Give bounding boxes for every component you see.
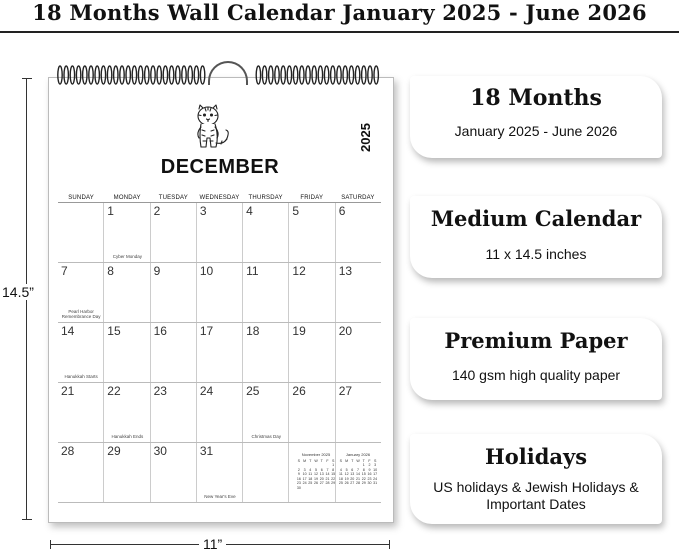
day-cell (335, 383, 381, 442)
day-cell (242, 443, 288, 502)
mini-day: 27 (350, 481, 355, 485)
mini-day: 11 (338, 472, 343, 476)
month-title: DECEMBER (160, 156, 280, 178)
day-cell (150, 203, 196, 262)
feature-panel-months (410, 76, 662, 158)
mini-calendar-row (338, 481, 378, 486)
mini-day: 8 (362, 467, 365, 472)
week-row (58, 263, 381, 323)
day-number: 31 (199, 444, 214, 458)
headline: 18 Months Wall Calendar January 2025 - June 2026 (32, 0, 647, 25)
mini-weekday: M (303, 458, 307, 463)
day-cell (242, 383, 288, 442)
mini-day: 24 (302, 481, 307, 485)
day-number: 15 (107, 324, 121, 338)
feature-title: 18 Months (470, 85, 602, 111)
day-number: 9 (153, 264, 161, 278)
mini-day: 30 (296, 485, 301, 490)
weekday-label: TUESDAY (158, 195, 188, 201)
mini-day: 17 (373, 472, 378, 476)
feature-panel-paper (410, 318, 662, 400)
mini-day: 13 (350, 472, 355, 476)
mini-day: 5 (345, 467, 348, 472)
mini-day: 7 (357, 467, 360, 472)
feature-subtitle: 140 gsm high quality paper (451, 367, 621, 383)
weekday-label: SATURDAY (341, 195, 375, 201)
feature-panel-holidays (410, 434, 662, 524)
week-row (58, 383, 381, 443)
day-number: 1 (107, 204, 114, 218)
feature-panel-size (410, 196, 662, 278)
mini-day: 21 (356, 476, 361, 481)
mini-weekday: W (314, 458, 318, 463)
mini-calendar-next (338, 453, 378, 486)
mini-day: 23 (296, 481, 301, 485)
holiday-label: Pearl Harbor Remembrance Day (61, 309, 101, 319)
tiger-icon (188, 103, 234, 153)
day-number: 24 (199, 384, 214, 398)
day-number: 22 (107, 384, 121, 398)
mini-day: 1 (362, 463, 365, 467)
day-number: 25 (246, 384, 260, 398)
mini-day: 22 (361, 476, 366, 481)
mini-day: 29 (331, 481, 336, 485)
mini-calendar-row (296, 486, 336, 491)
mini-day: 13 (319, 472, 324, 476)
mini-day: 24 (373, 476, 378, 481)
day-number: 20 (338, 324, 353, 338)
day-number: 2 (153, 204, 161, 218)
mini-weekday: S (297, 458, 301, 463)
mini-day: 19 (344, 476, 349, 481)
feature-subtitle: US holidays & Jewish Holidays & Important Dates (433, 479, 639, 512)
mini-day: 20 (319, 476, 324, 481)
mini-day: 2 (297, 467, 300, 472)
mini-day: 9 (368, 467, 371, 472)
week-row (58, 323, 381, 383)
mini-day: 28 (356, 481, 361, 485)
mini-calendar-prev (296, 453, 336, 490)
weekday-label: THURSDAY (248, 195, 283, 201)
mini-day: 22 (331, 476, 336, 481)
day-cell (335, 203, 381, 262)
mini-weekday: F (368, 458, 371, 463)
mini-day: 29 (361, 481, 366, 485)
day-cell (196, 383, 242, 442)
mini-day (330, 486, 336, 491)
day-number: 6 (338, 204, 346, 218)
mini-day: 1 (332, 463, 335, 467)
mini-weekday: T (309, 458, 312, 463)
holiday-label: Hanukkah Ends (111, 434, 144, 439)
mini-day: 17 (302, 476, 307, 481)
mini-day: 28 (325, 481, 330, 485)
day-cell (335, 263, 381, 322)
day-cell (103, 263, 149, 322)
day-cell (103, 323, 149, 382)
mini-weekday: T (362, 458, 365, 463)
mini-day: 3 (303, 467, 306, 472)
day-cell (242, 323, 288, 382)
mini-weekday: S (331, 458, 335, 463)
week-row (58, 203, 381, 263)
day-cell (288, 383, 334, 442)
mini-day: 6 (351, 467, 354, 472)
mini-calendar-title: November 2025 (301, 452, 331, 457)
day-cell (150, 263, 196, 322)
day-number: 28 (61, 444, 75, 458)
day-cell (288, 263, 334, 322)
feature-title: Premium Paper (444, 328, 628, 353)
mini-day: 15 (361, 472, 366, 476)
day-cell (103, 203, 149, 262)
day-cell (58, 323, 103, 382)
mini-day: 18 (338, 476, 343, 481)
day-number: 3 (199, 204, 207, 218)
mini-day: 2 (368, 463, 371, 467)
day-cell (150, 323, 196, 382)
day-cell (242, 263, 288, 322)
mini-day: 25 (308, 481, 313, 485)
day-cell (58, 263, 103, 322)
day-number: 30 (153, 444, 167, 458)
weekday-header-row (58, 193, 381, 203)
mini-day: 8 (332, 467, 335, 472)
mini-day: 7 (326, 467, 329, 472)
mini-day: 11 (308, 472, 313, 476)
mini-day: 25 (338, 481, 343, 485)
mini-day: 20 (350, 476, 355, 481)
mini-day: 14 (356, 472, 361, 476)
mini-day: 16 (296, 476, 301, 481)
mini-day: 4 (339, 467, 342, 472)
feature-subtitle: 11 x 14.5 inches (485, 246, 587, 262)
day-cell (150, 383, 196, 442)
mini-day: 9 (297, 472, 300, 476)
mini-day: 21 (325, 476, 330, 481)
day-cell (150, 443, 196, 502)
mini-weekday: W (356, 458, 360, 463)
mini-weekday: F (326, 458, 329, 463)
mini-day: 5 (315, 467, 318, 472)
day-number: 23 (153, 384, 167, 398)
day-cell (196, 263, 242, 322)
mini-day: 4 (309, 467, 312, 472)
day-cell (58, 383, 103, 442)
holiday-label: Cyber Monday (112, 254, 143, 259)
mini-day: 31 (373, 481, 378, 485)
mini-day: 15 (331, 472, 336, 476)
day-number: 14 (61, 324, 75, 338)
day-number: 13 (338, 264, 353, 278)
mini-day: 26 (314, 481, 319, 485)
mini-day: 26 (344, 481, 349, 485)
mini-day: 12 (344, 472, 349, 476)
day-cell (103, 383, 149, 442)
day-number: 11 (246, 264, 259, 278)
mini-day: 10 (302, 472, 307, 476)
mini-weekday: T (320, 458, 323, 463)
mini-weekday: S (373, 458, 377, 463)
mini-weekday: T (351, 458, 354, 463)
holiday-label: Christmas Day (251, 434, 282, 439)
day-number: 27 (338, 384, 353, 398)
mini-weekday: S (339, 458, 343, 463)
day-cell (103, 443, 149, 502)
day-cell (58, 203, 103, 262)
day-number: 18 (246, 324, 260, 338)
mini-day: 14 (325, 472, 330, 476)
day-cell (196, 323, 242, 382)
mini-day: 27 (319, 481, 324, 485)
day-number: 12 (292, 264, 306, 278)
mini-day: 3 (374, 463, 377, 467)
width-dimension-label: 11” (199, 536, 226, 552)
weekday-label: FRIDAY (300, 195, 324, 201)
headline-divider (0, 31, 679, 33)
weekday-label: WEDNESDAY (199, 195, 240, 201)
day-number: 5 (292, 204, 300, 218)
day-number: 29 (107, 444, 121, 458)
day-number: 8 (107, 264, 114, 278)
mini-day: 18 (308, 476, 313, 481)
feature-title: Holidays (484, 444, 588, 469)
day-cell (196, 203, 242, 262)
day-cell (288, 323, 334, 382)
feature-subtitle: January 2025 - June 2026 (454, 123, 618, 139)
height-dimension-label: 14.5” (2, 284, 34, 300)
feature-title: Medium Calendar (430, 206, 642, 231)
day-cell (58, 443, 103, 502)
day-cell (335, 323, 381, 382)
day-number: 10 (199, 264, 214, 278)
mini-calendar-title: January 2026 (345, 452, 371, 457)
day-number: 17 (199, 324, 214, 338)
day-number: 26 (292, 384, 306, 398)
day-cell (242, 203, 288, 262)
mini-day: 6 (320, 467, 323, 472)
day-number: 16 (153, 324, 167, 338)
mini-day: 19 (314, 476, 319, 481)
day-number: 21 (61, 384, 75, 398)
mini-day: 23 (367, 476, 372, 481)
weekday-label: SUNDAY (68, 195, 94, 201)
day-number: 19 (292, 324, 306, 338)
day-cell (196, 443, 242, 502)
day-cell (288, 203, 334, 262)
mini-day: 16 (367, 472, 372, 476)
weekday-label: MONDAY (113, 195, 141, 201)
holiday-label: New Year's Eve (204, 494, 236, 499)
mini-day: 10 (373, 467, 378, 472)
mini-day: 30 (367, 481, 372, 485)
day-number: 7 (61, 264, 68, 278)
year-label: 2025 (358, 123, 373, 152)
mini-day: 12 (314, 472, 319, 476)
holiday-label: Hanukkah Starts (64, 374, 98, 379)
day-number: 4 (246, 204, 253, 218)
mini-weekday: M (345, 458, 349, 463)
